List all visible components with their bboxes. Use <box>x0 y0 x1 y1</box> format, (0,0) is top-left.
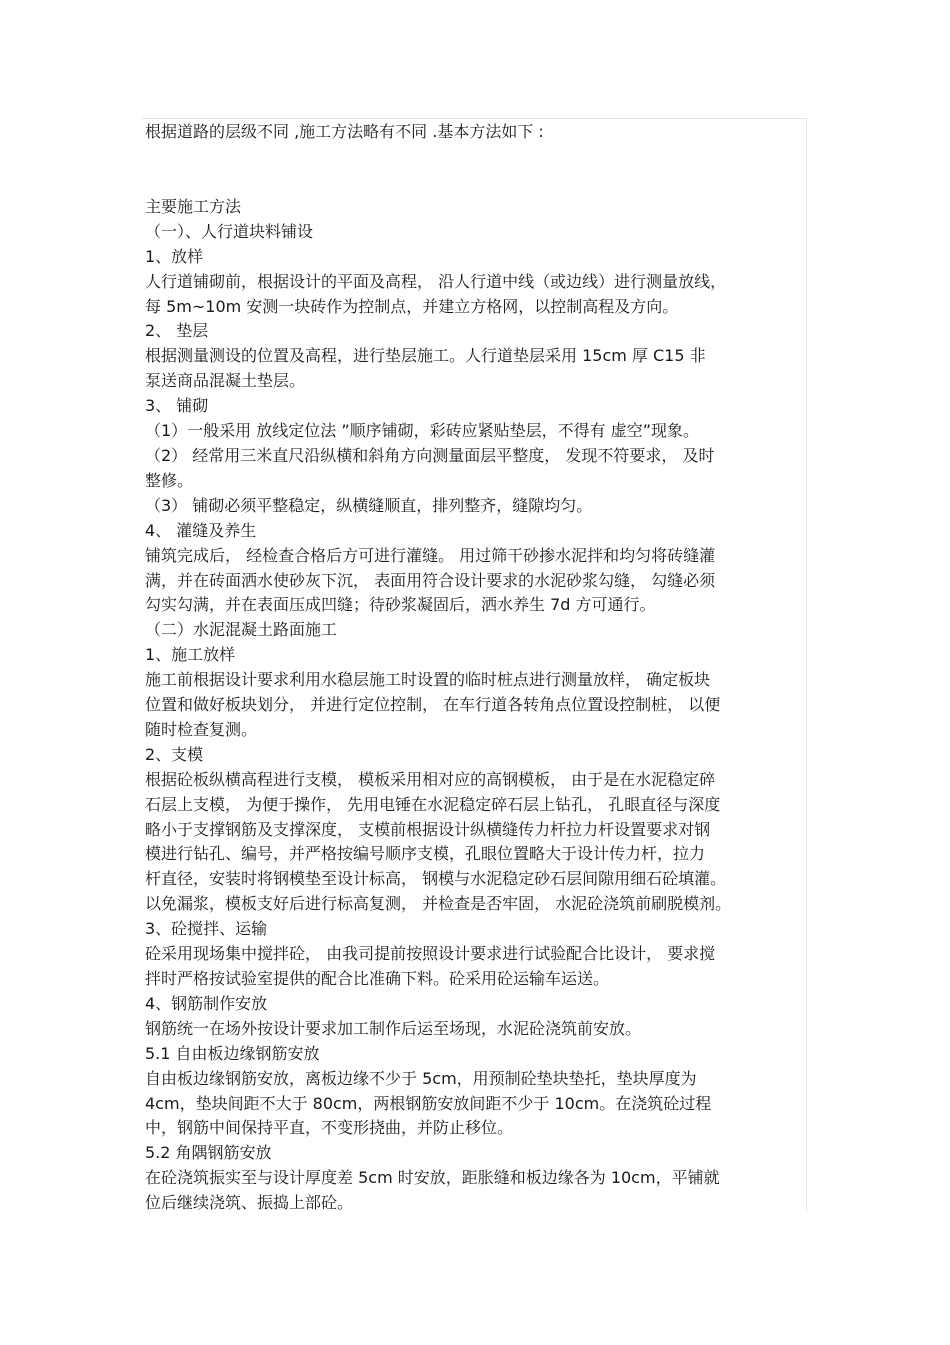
paragraph-line: 以免漏浆，模板支好后进行标高复测， 并检查是否牢固， 水泥砼浇筑前刷脱模剂。 <box>145 894 732 914</box>
subsection-heading: （二）水泥混凝土路面施工 <box>145 620 338 640</box>
step-heading: 1、施工放样 <box>145 645 236 665</box>
paragraph-line: 泵送商品混凝土垫层。 <box>145 371 306 391</box>
paragraph-line: 石层上支模， 为便于操作， 先用电锤在水泥稳定碎石层上钻孔， 孔眼直径与深度 <box>145 794 721 814</box>
paragraph-line: 在砼浇筑振实至与设计厚度差 5cm 时安放，距胀缝和板边缘各为 10cm，平铺就 <box>145 1168 720 1188</box>
paragraph-line: 略小于支撑钢筋及支撑深度， 支模前根据设计纵横缝传力杆拉力杆设置要求对钢 <box>145 819 711 839</box>
step-heading: 2、 垫层 <box>145 321 209 341</box>
paragraph-line: 砼采用现场集中搅拌砼， 由我司提前按照设计要求进行试验配合比设计， 要求搅 <box>145 944 716 964</box>
paragraph-line: （2） 经常用三米直尺沿纵横和斜角方向测量面层平整度， 发现不符要求， 及时 <box>145 445 715 465</box>
paragraph-line: 整修。 <box>145 470 194 490</box>
paragraph-line: 自由板边缘钢筋安放，离板边缘不少于 5cm，用预制砼垫块垫托，垫块厚度为 <box>145 1068 697 1088</box>
step-heading: 3、 铺砌 <box>145 396 209 416</box>
step-heading: 4、 灌缝及养生 <box>145 520 257 540</box>
intro-line: 根据道路的层级不同 ,施工方法略有不同 .基本方法如下 : <box>145 122 544 141</box>
paragraph-line: 铺筑完成后， 经检查合格后方可进行灌缝。 用过筛干砂掺水泥拌和均匀将砖缝灌 <box>145 545 716 565</box>
paragraph-line: （1）一般采用 放线定位法 ”顺序铺砌，彩砖应紧贴垫层，不得有 虚空”现象。 <box>145 421 700 441</box>
paragraph-line: 满，并在砖面洒水使砂灰下沉， 表面用符合设计要求的水泥砂浆勾缝， 勾缝必须 <box>145 570 716 590</box>
paragraph-line: 勾实勾满，并在表面压成凹缝；待砂浆凝固后，洒水养生 7d 方可通行。 <box>145 595 656 615</box>
paragraph-line: 位后继续浇筑、振捣上部砼。 <box>145 1193 354 1213</box>
document-body <box>145 120 809 1216</box>
paragraph-line: 人行道铺砌前，根据设计的平面及高程， 沿人行道中线（或边线）进行测量放线， <box>145 271 727 291</box>
section-heading: 主要施工方法 <box>145 196 242 216</box>
paragraph-line: 每 5m~10m 安测一块砖作为控制点，并建立方格网，以控制高程及方向。 <box>145 296 679 316</box>
paragraph-line: 模进行钻孔、编号，并严格按编号顺序支模，孔眼位置略大于设计传力杆，拉力 <box>145 844 706 864</box>
step-heading: 2、支模 <box>145 744 204 764</box>
paragraph-line: 钢筋统一在场外按设计要求加工制作后运至场现，水泥砼浇筑前安放。 <box>145 1018 642 1038</box>
step-heading: 5.2 角隅钢筋安放 <box>145 1143 272 1163</box>
step-heading: 4、钢筋制作安放 <box>145 993 268 1013</box>
paragraph-line: 4cm，垫块间距不大于 80cm，两根钢筋安放间距不少于 10cm。在浇筑砼过程 <box>145 1093 712 1113</box>
paragraph-line: 杆直径，安装时将钢模垫至设计标高， 钢模与水泥稳定砂石层间隙用细石砼填灌。 <box>145 869 727 889</box>
step-heading: 5.1 自由板边缘钢筋安放 <box>145 1043 320 1063</box>
paragraph-line: 根据测量测设的位置及高程，进行垫层施工。人行道垫层采用 15cm 厚 C15 非 <box>145 346 706 366</box>
paragraph-line: 随时检查复测。 <box>145 719 258 739</box>
paragraph-line: 根据砼板纵横高程进行支模， 模板采用相对应的高钢模板， 由于是在水泥稳定碎 <box>145 769 716 789</box>
paragraph-line: （3） 铺砌必须平整稳定，纵横缝顺直，排列整齐，缝隙均匀。 <box>145 495 593 515</box>
step-heading: 1、放样 <box>145 246 204 266</box>
subsection-heading: （一）、人行道块料铺设 <box>145 221 314 241</box>
paragraph-line: 中，钢筋中间保持平直，不变形挠曲，并防止移位。 <box>145 1118 514 1138</box>
step-heading: 3、砼搅拌、运输 <box>145 919 268 939</box>
paragraph-line: 施工前根据设计要求利用水稳层施工时设置的临时桩点进行测量放样， 确定板块 <box>145 670 711 690</box>
paragraph-line: 拌时严格按试验室提供的配合比准确下料。砼采用砼运输车运送。 <box>145 969 610 988</box>
paragraph-line: 位置和做好板块划分， 并进行定位控制， 在车行道各转角点位置设控制桩， 以便 <box>145 695 721 715</box>
